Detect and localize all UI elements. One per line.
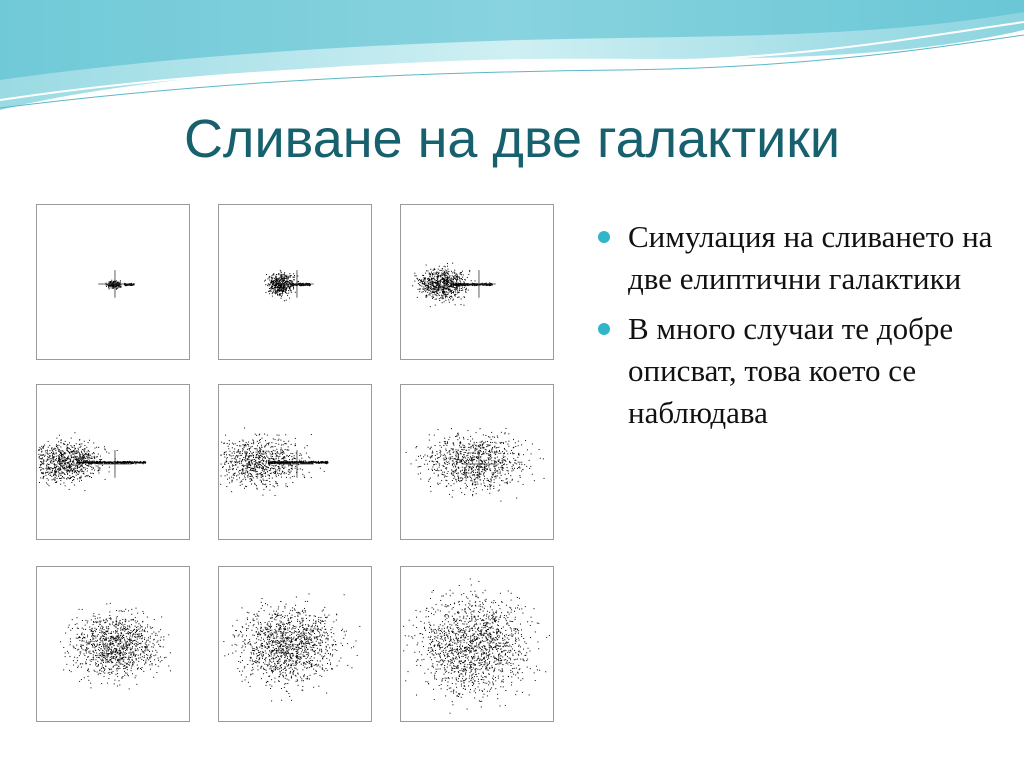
simulation-frame — [218, 566, 372, 722]
frame-4-image — [37, 385, 189, 539]
bullet-text: Симулация на сливането на две елиптични галактики — [628, 219, 993, 296]
frame-7-image — [37, 567, 189, 721]
frame-1-image — [37, 205, 189, 359]
simulation-frame — [218, 384, 372, 540]
frame-9-image — [401, 567, 553, 721]
simulation-frame — [400, 566, 554, 722]
simulation-frame — [400, 384, 554, 540]
simulation-frame — [36, 566, 190, 722]
bullet-text: В много случаи те добре описват, това което се наблюдава — [628, 311, 954, 430]
simulation-frames-grid — [34, 202, 558, 724]
slide-title: Сливане на две галактики — [183, 109, 841, 169]
frame-8-image — [219, 567, 371, 721]
bullet-list — [598, 216, 1008, 442]
simulation-frame — [400, 204, 554, 360]
bullet-dot-icon — [598, 231, 610, 243]
bullet-item — [598, 216, 1008, 300]
header-wave-decoration — [0, 0, 1024, 120]
simulation-frame — [36, 384, 190, 540]
frame-2-image — [219, 205, 371, 359]
frame-6-image — [401, 385, 553, 539]
frame-5-image — [219, 385, 371, 539]
bullet-dot-icon — [598, 323, 610, 335]
simulation-frame — [218, 204, 372, 360]
bullet-item — [598, 308, 1008, 434]
simulation-frame — [36, 204, 190, 360]
frame-3-image — [401, 205, 553, 359]
